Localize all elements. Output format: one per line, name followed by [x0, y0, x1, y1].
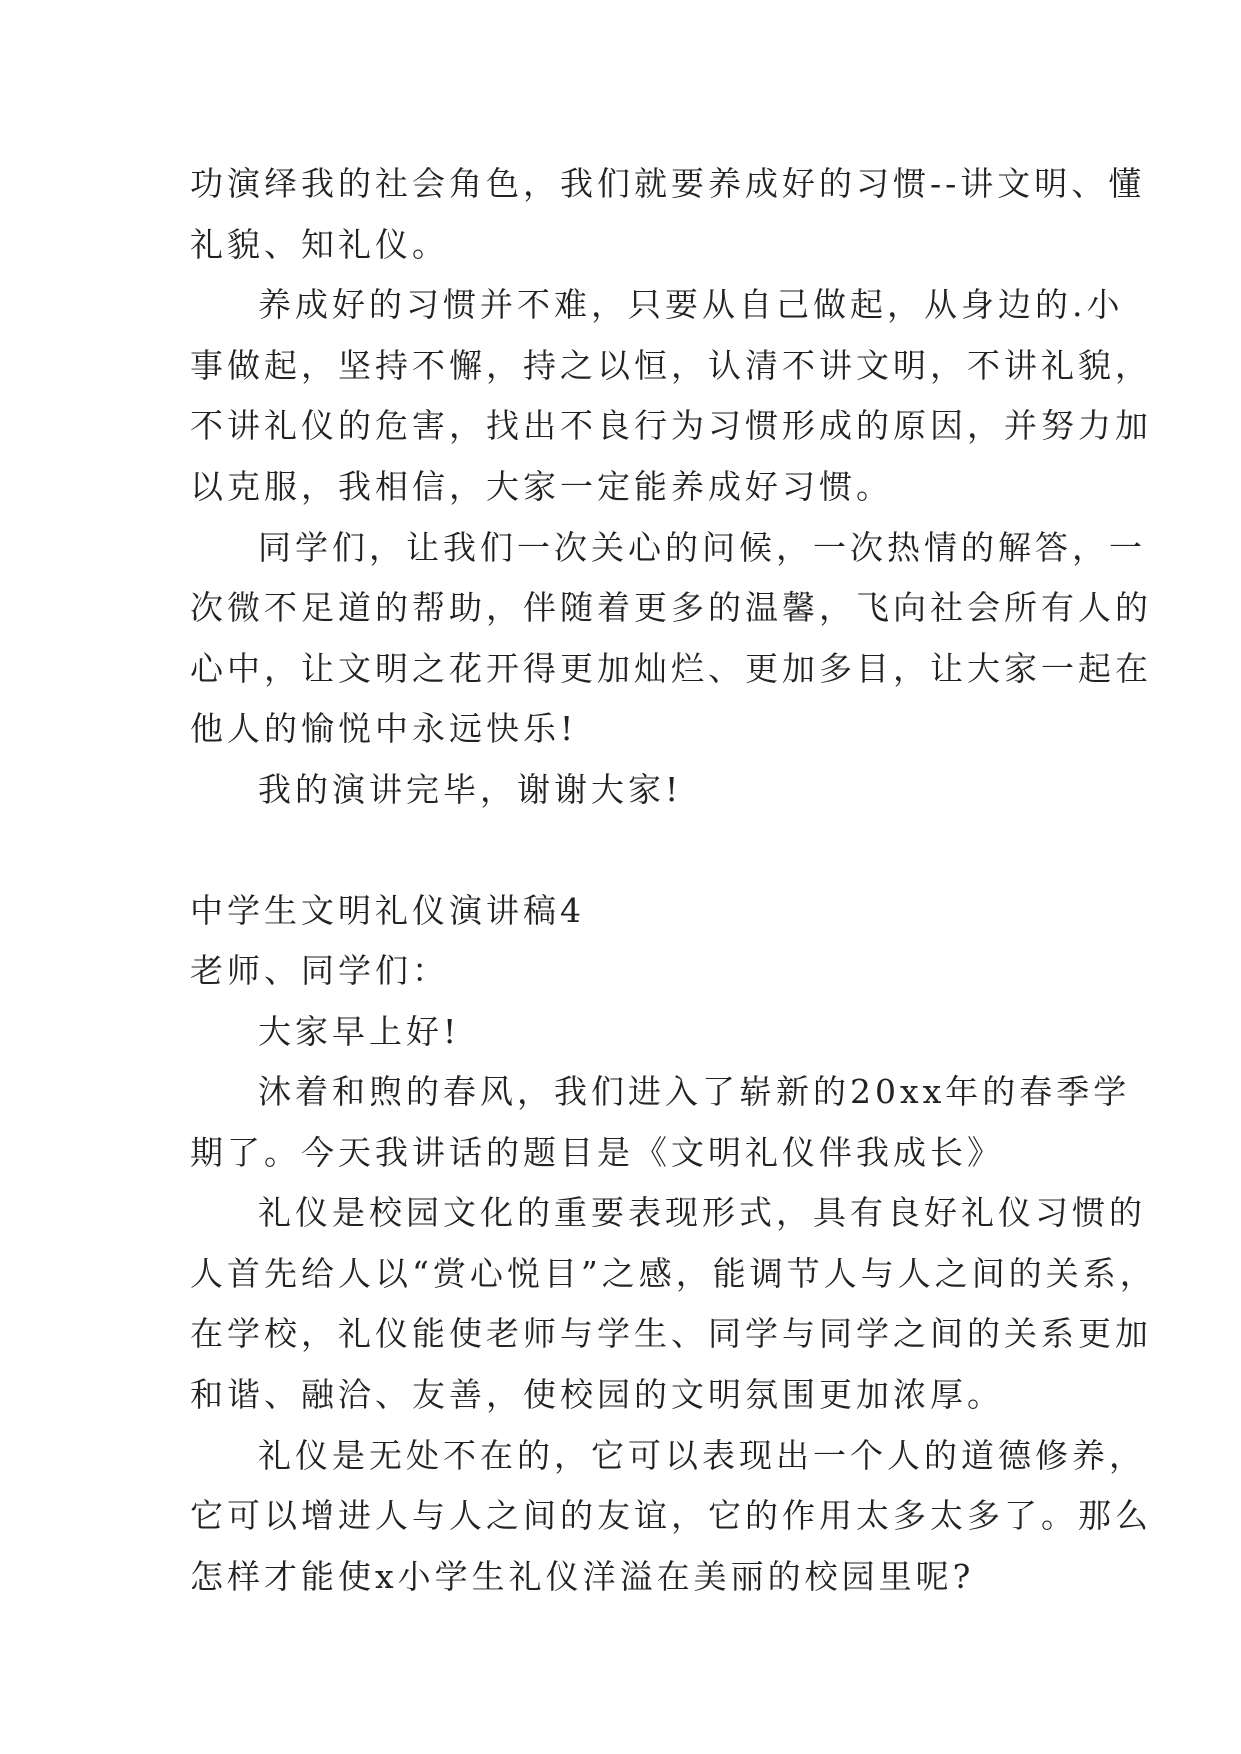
text-line: 和谐、融洽、友善，使校园的文明氛围更加浓厚。 — [190, 1375, 1004, 1414]
text-line: 在学校，礼仪能使老师与学生、同学与同学之间的关系更加 — [190, 1314, 1152, 1353]
text-line: 它可以增进人与人之间的友谊，它的作用太多太多了。那么 — [190, 1496, 1152, 1535]
text-line: 他人的愉悦中永远快乐! — [190, 709, 578, 748]
text-line: 不讲礼仪的危害，找出不良行为习惯形成的原因，并努力加 — [190, 406, 1152, 445]
text-line: 人首先给人以“赏心悦目”之感，能调节人与人之间的关系， — [190, 1254, 1157, 1293]
text-line: 事做起，坚持不懈，持之以恒，认清不讲文明，不讲礼貌， — [190, 346, 1152, 385]
text-line: 养成好的习惯并不难，只要从自己做起，从身边的.小 — [258, 285, 1124, 324]
text-line: 大家早上好! — [258, 1012, 461, 1051]
text-line: 怎样才能使x小学生礼仪洋溢在美丽的校园里呢? — [190, 1557, 975, 1596]
text-line: 功演绎我的社会角色，我们就要养成好的习惯--讲文明、懂 — [190, 164, 1146, 203]
text-line: 礼貌、知礼仪。 — [190, 225, 449, 264]
text-line: 以克服，我相信，大家一定能养成好习惯。 — [190, 467, 893, 506]
salutation: 老师、同学们： — [190, 951, 449, 990]
text-line: 次微不足道的帮助，伴随着更多的温馨，飞向社会所有人的 — [190, 588, 1152, 627]
text-line: 礼仪是无处不在的，它可以表现出一个人的道德修养， — [258, 1436, 1146, 1475]
text-line: 我的演讲完毕，谢谢大家! — [258, 770, 683, 809]
text-line: 礼仪是校园文化的重要表现形式，具有良好礼仪习惯的 — [258, 1193, 1146, 1232]
text-line: 同学们，让我们一次关心的问候，一次热情的解答，一 — [258, 528, 1146, 567]
text-line: 心中，让文明之花开得更加灿烂、更加多目，让大家一起在 — [190, 649, 1152, 688]
section-heading: 中学生文明礼仪演讲稿4 — [190, 891, 585, 930]
text-line: 期了。今天我讲话的题目是《文明礼仪伴我成长》 — [190, 1133, 1004, 1172]
text-line: 沐着和煦的春风，我们进入了崭新的20xx年的春季学 — [258, 1072, 1131, 1111]
